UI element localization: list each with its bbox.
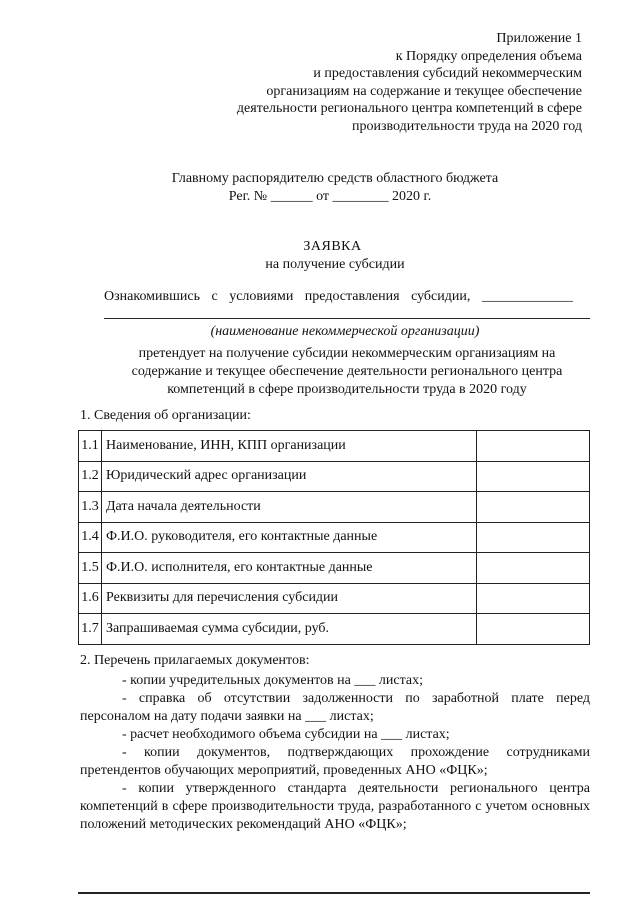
bottom-divider — [78, 892, 590, 894]
row-value-cell[interactable] — [477, 461, 590, 492]
section1-heading: 1. Сведения об организации: — [80, 408, 251, 423]
claim-line: компетенций в сфере производительности труда в 2020 году — [167, 382, 527, 397]
appendix-line: и предоставления субсидий некоммерческим — [313, 66, 582, 82]
row-label: Запрашиваемая сумма субсидии, руб. — [102, 614, 477, 645]
row-value-cell[interactable] — [477, 553, 590, 584]
row-number: 1.6 — [79, 583, 102, 614]
table-row — [79, 614, 590, 645]
org-name-hint: (наименование некоммерческой организации) — [210, 324, 480, 339]
intro-text: Ознакомившись с условиями предоставления субсидии, _____________ — [104, 289, 573, 304]
section2-heading: 2. Перечень прилагаемых документов: — [80, 653, 310, 668]
row-number: 1.5 — [79, 553, 102, 584]
document-title — [0, 238, 640, 274]
row-label: Ф.И.О. руководителя, его контактные данные — [102, 522, 477, 553]
title-sub: на получение субсидии — [265, 257, 405, 272]
row-value-cell[interactable] — [477, 492, 590, 523]
registration-line: Рег. № ______ от ________ 2020 г. — [228, 189, 432, 204]
claim-line: содержание и текущее обеспечение деятельности регионального центра — [131, 364, 563, 379]
table-row — [79, 522, 590, 553]
row-value-cell[interactable] — [477, 614, 590, 645]
org-name-blank-line — [104, 318, 590, 319]
row-label: Юридический адрес организации — [102, 461, 477, 492]
row-label: Реквизиты для перечисления субсидии — [102, 583, 477, 614]
row-number: 1.2 — [79, 461, 102, 492]
appendix-line: производительности труда на 2020 год — [352, 118, 582, 134]
list-item: - расчет необходимого объема субсидии на ___ листах; — [122, 727, 450, 742]
organization-info-table — [78, 430, 590, 645]
table-row — [79, 553, 590, 584]
appendix-line: организациям на содержание и текущее обеспечение — [266, 83, 582, 99]
recipient-line: Главному распорядителю средств областного бюджета — [171, 171, 499, 186]
row-label: Наименование, ИНН, КПП организации — [102, 431, 477, 462]
list-item: - копии утвержденного стандарта деятельности регионального центра компетенций в сфере производительности труда, разработанного с учетом основных положений методических рекомендаций АНО «ФЦК»; — [80, 781, 590, 832]
title-main: ЗАЯВКА — [303, 239, 362, 254]
list-item: - справка об отсутствии задолженности по заработной плате перед персоналом на дату подачи заявки на ___ листах; — [80, 691, 590, 724]
documents-list — [80, 672, 590, 834]
appendix-line: деятельности регионального центра компетенций в сфере — [236, 101, 582, 117]
row-number: 1.3 — [79, 492, 102, 523]
row-value-cell[interactable] — [477, 583, 590, 614]
list-item: - копии документов, подтверждающих прохождение сотрудниками претендентов обучающих мероприятий, проведенных АНО «ФЦК»; — [80, 745, 590, 778]
claim-text — [104, 345, 590, 399]
claim-line: претендует на получение субсидии некоммерческим организациям на — [138, 346, 556, 361]
row-value-cell[interactable] — [477, 522, 590, 553]
table-row — [79, 431, 590, 462]
table-row — [79, 492, 590, 523]
row-label: Ф.И.О. исполнителя, его контактные данные — [102, 553, 477, 584]
row-label: Дата начала деятельности — [102, 492, 477, 523]
table-row — [79, 583, 590, 614]
list-item: - копии учредительных документов на ___ листах; — [122, 673, 423, 688]
appendix-line: Приложение 1 — [496, 31, 582, 46]
appendix-header — [237, 30, 582, 136]
row-value-cell[interactable] — [477, 431, 590, 462]
appendix-line: к Порядку определения объема — [395, 48, 582, 64]
recipient-block — [0, 170, 640, 206]
row-number: 1.4 — [79, 522, 102, 553]
table-row — [79, 461, 590, 492]
row-number: 1.1 — [79, 431, 102, 462]
row-number: 1.7 — [79, 614, 102, 645]
